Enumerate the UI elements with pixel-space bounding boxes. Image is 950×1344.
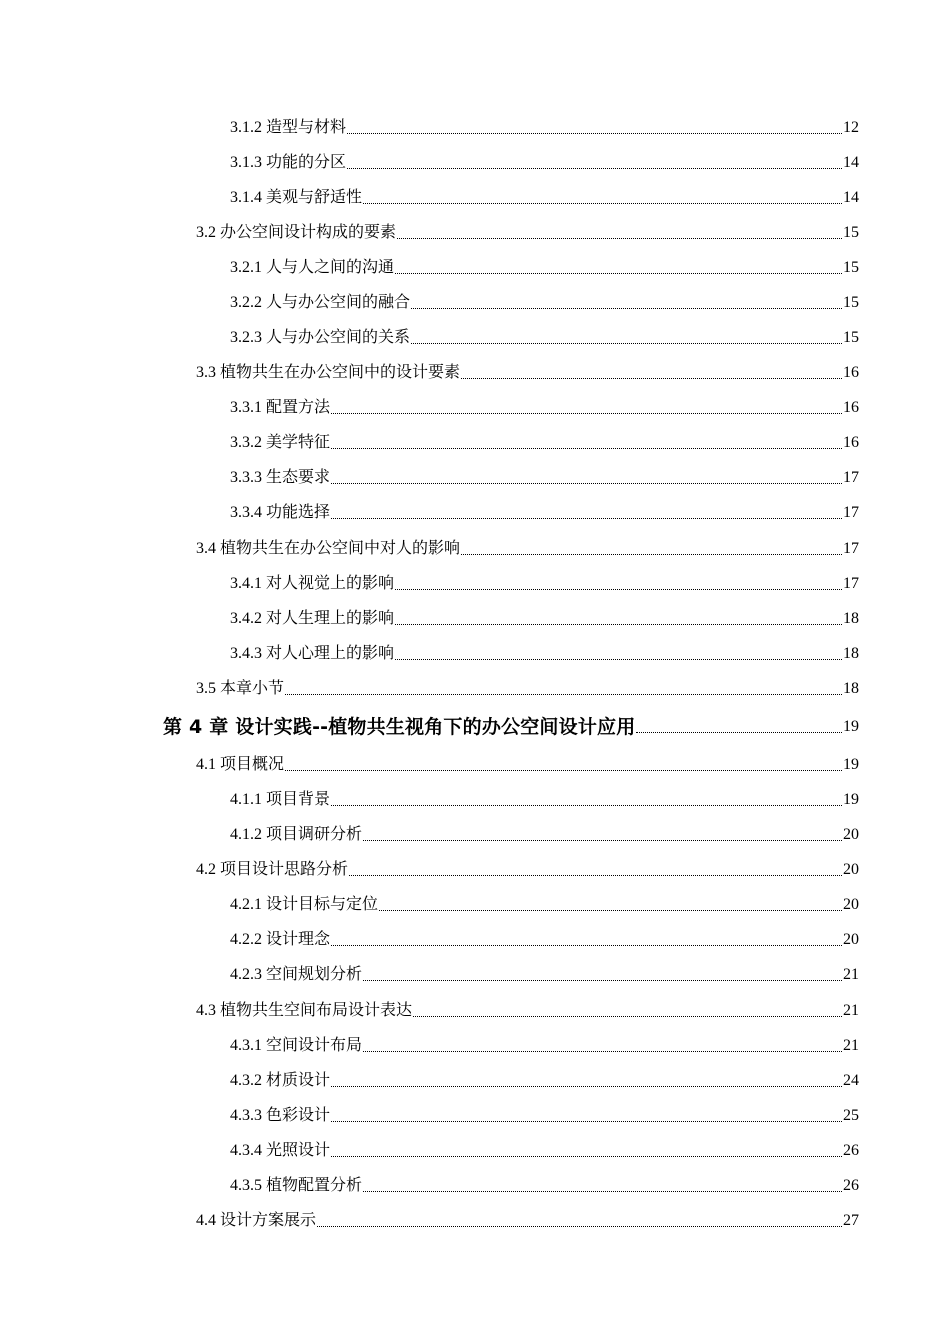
toc-entry-title: 3.2.1 人与人之间的沟通 xyxy=(230,259,395,276)
dot-leader xyxy=(397,237,842,239)
toc-entry-page-number: 15 xyxy=(843,329,859,346)
toc-subsection-entry[interactable] xyxy=(230,184,859,208)
toc-entry-page-number: 19 xyxy=(843,718,859,735)
toc-entry-page-number: 21 xyxy=(843,1037,859,1054)
dot-leader xyxy=(331,517,842,519)
toc-entry-page-number: 16 xyxy=(843,399,859,416)
dot-leader xyxy=(331,482,842,484)
toc-entry-page-number: 26 xyxy=(843,1177,859,1194)
toc-subsection-entry[interactable] xyxy=(230,821,859,845)
toc-entry-title: 3.1.3 功能的分区 xyxy=(230,154,347,171)
toc-entry-page-number: 21 xyxy=(843,1002,859,1019)
toc-chapter-entry[interactable] xyxy=(163,711,859,737)
dot-leader xyxy=(363,979,842,981)
toc-entry-page-number: 26 xyxy=(843,1142,859,1159)
dot-leader xyxy=(395,272,842,274)
toc-entry-page-number: 20 xyxy=(843,826,859,843)
toc-section-entry[interactable] xyxy=(196,1207,859,1231)
toc-entry-page-number: 14 xyxy=(843,154,859,171)
dot-leader xyxy=(331,447,842,449)
toc-entry-page-number: 25 xyxy=(843,1107,859,1124)
toc-entry-title: 3.4.3 对人心理上的影响 xyxy=(230,645,395,662)
toc-entry-page-number: 12 xyxy=(843,119,859,136)
dot-leader xyxy=(347,132,842,134)
toc-entry-title: 3.4.1 对人视觉上的影响 xyxy=(230,575,395,592)
toc-entry-title: 3.3 植物共生在办公空间中的设计要素 xyxy=(196,364,461,381)
dot-leader xyxy=(461,377,842,379)
toc-entry-page-number: 19 xyxy=(843,791,859,808)
toc-section-entry[interactable] xyxy=(196,219,859,243)
toc-entry-page-number: 18 xyxy=(843,645,859,662)
toc-entry-page-number: 15 xyxy=(843,224,859,241)
toc-entry-page-number: 20 xyxy=(843,861,859,878)
dot-leader xyxy=(331,1155,842,1157)
dot-leader xyxy=(413,1015,842,1017)
dot-leader xyxy=(285,693,842,695)
toc-subsection-entry[interactable] xyxy=(230,114,859,138)
toc-entry-page-number: 17 xyxy=(843,575,859,592)
toc-entry-title: 3.2 办公空间设计构成的要素 xyxy=(196,224,397,241)
toc-entry-title: 3.3.3 生态要求 xyxy=(230,469,331,486)
toc-entry-page-number: 21 xyxy=(843,966,859,983)
toc-subsection-entry[interactable] xyxy=(230,891,859,915)
toc-entry-title: 3.4.2 对人生理上的影响 xyxy=(230,610,395,627)
toc-entry-title: 3.1.2 造型与材料 xyxy=(230,119,347,136)
toc-subsection-entry[interactable] xyxy=(230,289,859,313)
dot-leader xyxy=(363,839,842,841)
toc-entry-page-number: 16 xyxy=(843,364,859,381)
dot-leader xyxy=(331,412,842,414)
dot-leader xyxy=(395,658,842,660)
toc-section-entry[interactable] xyxy=(196,997,859,1021)
toc-entry-title: 4.2.1 设计目标与定位 xyxy=(230,896,379,913)
toc-entry-page-number: 27 xyxy=(843,1212,859,1229)
toc-entry-title: 3.3.2 美学特征 xyxy=(230,434,331,451)
dot-leader xyxy=(379,909,842,911)
toc-entry-page-number: 15 xyxy=(843,259,859,276)
toc-entry-page-number: 20 xyxy=(843,931,859,948)
toc-entry-title: 3.4 植物共生在办公空间中对人的影响 xyxy=(196,540,461,557)
toc-section-entry[interactable] xyxy=(196,535,859,559)
toc-entry-page-number: 17 xyxy=(843,469,859,486)
dot-leader xyxy=(363,1190,842,1192)
dot-leader xyxy=(331,944,842,946)
toc-entry-title: 3.2.3 人与办公空间的关系 xyxy=(230,329,411,346)
toc-section-entry[interactable] xyxy=(196,856,859,880)
dot-leader xyxy=(395,588,842,590)
toc-entry-title: 4.3.5 植物配置分析 xyxy=(230,1177,363,1194)
toc-entry-page-number: 20 xyxy=(843,896,859,913)
toc-subsection-entry[interactable] xyxy=(230,926,859,950)
toc-section-entry[interactable] xyxy=(196,675,859,699)
toc-entry-page-number: 17 xyxy=(843,540,859,557)
toc-entry-title: 4.2.3 空间规划分析 xyxy=(230,966,363,983)
toc-entry-title: 第 4 章 设计实践--植物共生视角下的办公空间设计应用 xyxy=(163,716,636,738)
toc-entry-title: 3.2.2 人与办公空间的融合 xyxy=(230,294,411,311)
toc-entry-title: 4.3.3 色彩设计 xyxy=(230,1107,331,1124)
dot-leader xyxy=(363,1050,842,1052)
toc-entry-title: 4.1.2 项目调研分析 xyxy=(230,826,363,843)
toc-section-entry[interactable] xyxy=(196,359,859,383)
toc-subsection-entry[interactable] xyxy=(230,786,859,810)
toc-entry-title: 4.3.4 光照设计 xyxy=(230,1142,331,1159)
dot-leader xyxy=(331,1085,842,1087)
toc-entry-title: 4.1 项目概况 xyxy=(196,756,285,773)
toc-entry-page-number: 14 xyxy=(843,189,859,206)
toc-subsection-entry[interactable] xyxy=(230,640,859,664)
dot-leader xyxy=(347,167,842,169)
dot-leader xyxy=(331,804,842,806)
toc-entry-title: 3.5 本章小节 xyxy=(196,680,285,697)
dot-leader xyxy=(636,731,842,733)
toc-subsection-entry[interactable] xyxy=(230,1137,859,1161)
toc-subsection-entry[interactable] xyxy=(230,464,859,488)
toc-subsection-entry[interactable] xyxy=(230,1067,859,1091)
toc-entry-title: 3.3.1 配置方法 xyxy=(230,399,331,416)
dot-leader xyxy=(461,553,842,555)
toc-entry-title: 3.3.4 功能选择 xyxy=(230,504,331,521)
dot-leader xyxy=(285,769,842,771)
toc-entry-page-number: 24 xyxy=(843,1072,859,1089)
toc-entry-title: 4.4 设计方案展示 xyxy=(196,1212,317,1229)
dot-leader xyxy=(349,874,842,876)
toc-entry-page-number: 18 xyxy=(843,680,859,697)
toc-subsection-entry[interactable] xyxy=(230,570,859,594)
toc-subsection-entry[interactable] xyxy=(230,961,859,985)
toc-subsection-entry[interactable] xyxy=(230,324,859,348)
dot-leader xyxy=(395,623,842,625)
toc-subsection-entry[interactable] xyxy=(230,605,859,629)
toc-entry-title: 4.3 植物共生空间布局设计表达 xyxy=(196,1002,413,1019)
toc-entry-page-number: 17 xyxy=(843,504,859,521)
toc-subsection-entry[interactable] xyxy=(230,1172,859,1196)
toc-entry-page-number: 18 xyxy=(843,610,859,627)
toc-subsection-entry[interactable] xyxy=(230,499,859,523)
toc-entry-page-number: 19 xyxy=(843,756,859,773)
toc-subsection-entry[interactable] xyxy=(230,149,859,173)
toc-section-entry[interactable] xyxy=(196,751,859,775)
toc-subsection-entry[interactable] xyxy=(230,429,859,453)
dot-leader xyxy=(411,307,842,309)
toc-subsection-entry[interactable] xyxy=(230,394,859,418)
dot-leader xyxy=(363,202,842,204)
toc-subsection-entry[interactable] xyxy=(230,1102,859,1126)
toc-entry-page-number: 15 xyxy=(843,294,859,311)
dot-leader xyxy=(411,342,842,344)
toc-entry-title: 4.3.1 空间设计布局 xyxy=(230,1037,363,1054)
toc-entry-title: 4.2 项目设计思路分析 xyxy=(196,861,349,878)
toc-entry-page-number: 16 xyxy=(843,434,859,451)
dot-leader xyxy=(331,1120,842,1122)
toc-entry-title: 4.1.1 项目背景 xyxy=(230,791,331,808)
toc-entry-title: 4.3.2 材质设计 xyxy=(230,1072,331,1089)
toc-subsection-entry[interactable] xyxy=(230,1032,859,1056)
toc-entry-title: 4.2.2 设计理念 xyxy=(230,931,331,948)
toc-entry-title: 3.1.4 美观与舒适性 xyxy=(230,189,363,206)
toc-subsection-entry[interactable] xyxy=(230,254,859,278)
dot-leader xyxy=(317,1225,842,1227)
